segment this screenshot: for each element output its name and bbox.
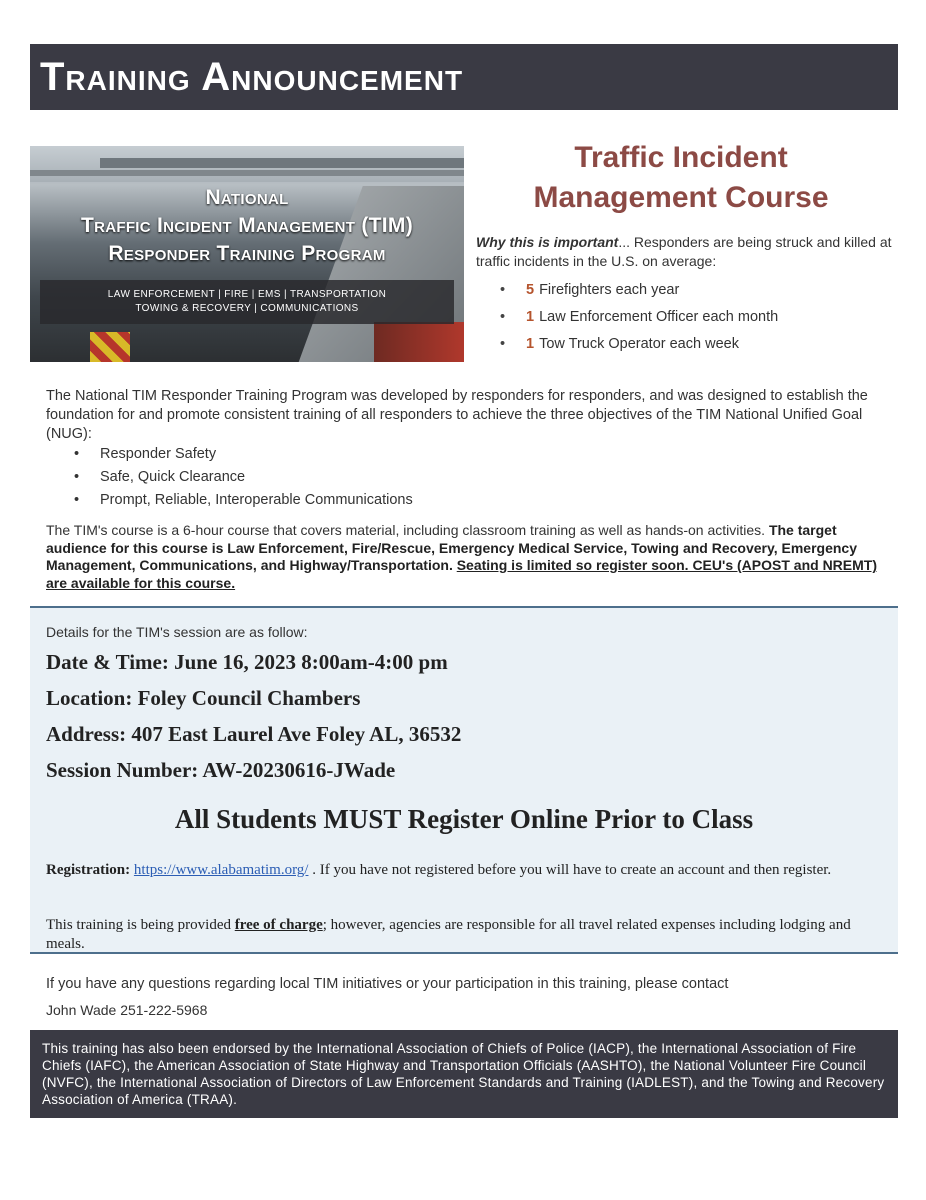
session-details: [30, 606, 898, 954]
date-time: [46, 650, 448, 675]
hero-line: Responder Training Program: [108, 242, 386, 265]
session-label: Session Number:: [46, 758, 199, 782]
hero-line: National: [205, 186, 289, 209]
why-text: Responders are being struck and killed at traffic incidents in the U.S. on average:: [476, 234, 892, 269]
program-hero-image: [30, 146, 464, 362]
why-ellipsis: ...: [618, 234, 631, 250]
date-label: Date & Time:: [46, 650, 169, 674]
course-description: [46, 522, 878, 592]
registration-label: Registration:: [46, 862, 131, 878]
stat-text: Firefighters each year: [539, 282, 680, 298]
registration-link[interactable]: https://www.alabamatim.org/: [133, 862, 309, 878]
hero-disciplines: [40, 280, 454, 324]
list-item: • Safe, Quick Clearance: [72, 467, 413, 490]
stat-number: 5: [526, 282, 535, 298]
why-important: [476, 233, 896, 271]
nug-objectives: [72, 444, 413, 513]
hero-title: [30, 184, 464, 268]
cost-post: ; however, agencies are responsible for all travel related expenses including lodging and meals.: [46, 917, 851, 952]
hero-disciplines-line: LAW ENFORCEMENT | FIRE | EMS | TRANSPORTATION: [107, 289, 387, 300]
list-item: [496, 280, 778, 307]
registration-text: . If you have not registered before you will have to create an account and then register.: [308, 862, 832, 878]
hero-overpass: [100, 158, 464, 168]
session-value: AW-20230616-JWade: [202, 758, 396, 782]
list-item: [496, 334, 778, 361]
stat-text: Law Enforcement Officer each month: [539, 309, 779, 325]
contact-name: John Wade 251-222-5968: [46, 1002, 208, 1018]
location: [46, 686, 360, 711]
program-intro: The National TIM Responder Training Program was developed by responders for responders, and was designed to establish the foundation for and promote consistent training of all responders to achieve the three objectives of the TIM National Unified Goal (NUG):: [46, 388, 868, 442]
stat-number: 1: [526, 309, 535, 325]
location-label: Location:: [46, 686, 133, 710]
list-item: • Responder Safety: [72, 444, 413, 467]
target-audience: The target audience for this course is Law Enforcement, Fire/Rescue, Emergency Medical Service, Towing and Recovery, Emergency Management, Communications, and Highway/Transportation.: [46, 522, 857, 573]
address-label: Address:: [46, 722, 127, 746]
details-intro: Details for the TIM's session are as follow:: [46, 624, 308, 640]
hero-overpass-lower: [30, 170, 464, 176]
registration-info: [46, 860, 886, 880]
stat-number: 1: [526, 336, 535, 352]
fatality-stats: [496, 280, 778, 361]
course-desc-plain: The TIM's course is a 6-hour course that covers material, including classroom training as well as hands-on activities.: [46, 522, 769, 538]
banner-title: Training Announcement: [40, 54, 464, 99]
course-title-line: Management Course: [533, 181, 829, 214]
date-value: June 16, 2023 8:00am-4:00 pm: [174, 650, 448, 674]
cost-info: [46, 916, 886, 954]
endorsements: This training has also been endorsed by the International Association of Chiefs of Police (IACP), the International Association of Fire Chiefs (IAFC), the American Association of State Highway and Transportation Officials (AASHTO), the National Volunteer Fire Council (NVFC), the International Association of Directors of Law Enforcement Standards and Training (IADLEST), and the Towing and Recovery Association of America (TRAA).: [30, 1030, 898, 1118]
session-number: [46, 758, 395, 783]
course-title-line: Traffic Incident: [574, 141, 788, 174]
free-of-charge: free of charge: [234, 917, 323, 933]
stat-text: Tow Truck Operator each week: [539, 336, 739, 352]
list-item: • Prompt, Reliable, Interoperable Communications: [72, 490, 413, 513]
cost-pre: This training is being provided: [46, 917, 235, 933]
list-item: [496, 307, 778, 334]
course-title: [476, 138, 886, 218]
hero-fire-truck: [374, 322, 464, 362]
location-value: Foley Council Chambers: [137, 686, 361, 710]
announcement-banner: [30, 44, 898, 110]
hero-disciplines-line: TOWING & RECOVERY | COMMUNICATIONS: [135, 303, 359, 314]
registration-requirement: All Students MUST Register Online Prior to Class: [174, 804, 754, 834]
address-value: 407 East Laurel Ave Foley AL, 36532: [131, 722, 462, 746]
address: [46, 722, 461, 747]
why-lead: Why this is important: [476, 234, 619, 250]
hero-line: Traffic Incident Management (TIM): [80, 214, 414, 237]
seating-notice: Seating is limited so register soon. CEU's (APOST and NREMT) are available for this course.: [46, 557, 877, 591]
hero-responder-vest: [90, 332, 130, 362]
contact-text: If you have any questions regarding local TIM initiatives or your participation in this training, please contact: [46, 976, 729, 992]
